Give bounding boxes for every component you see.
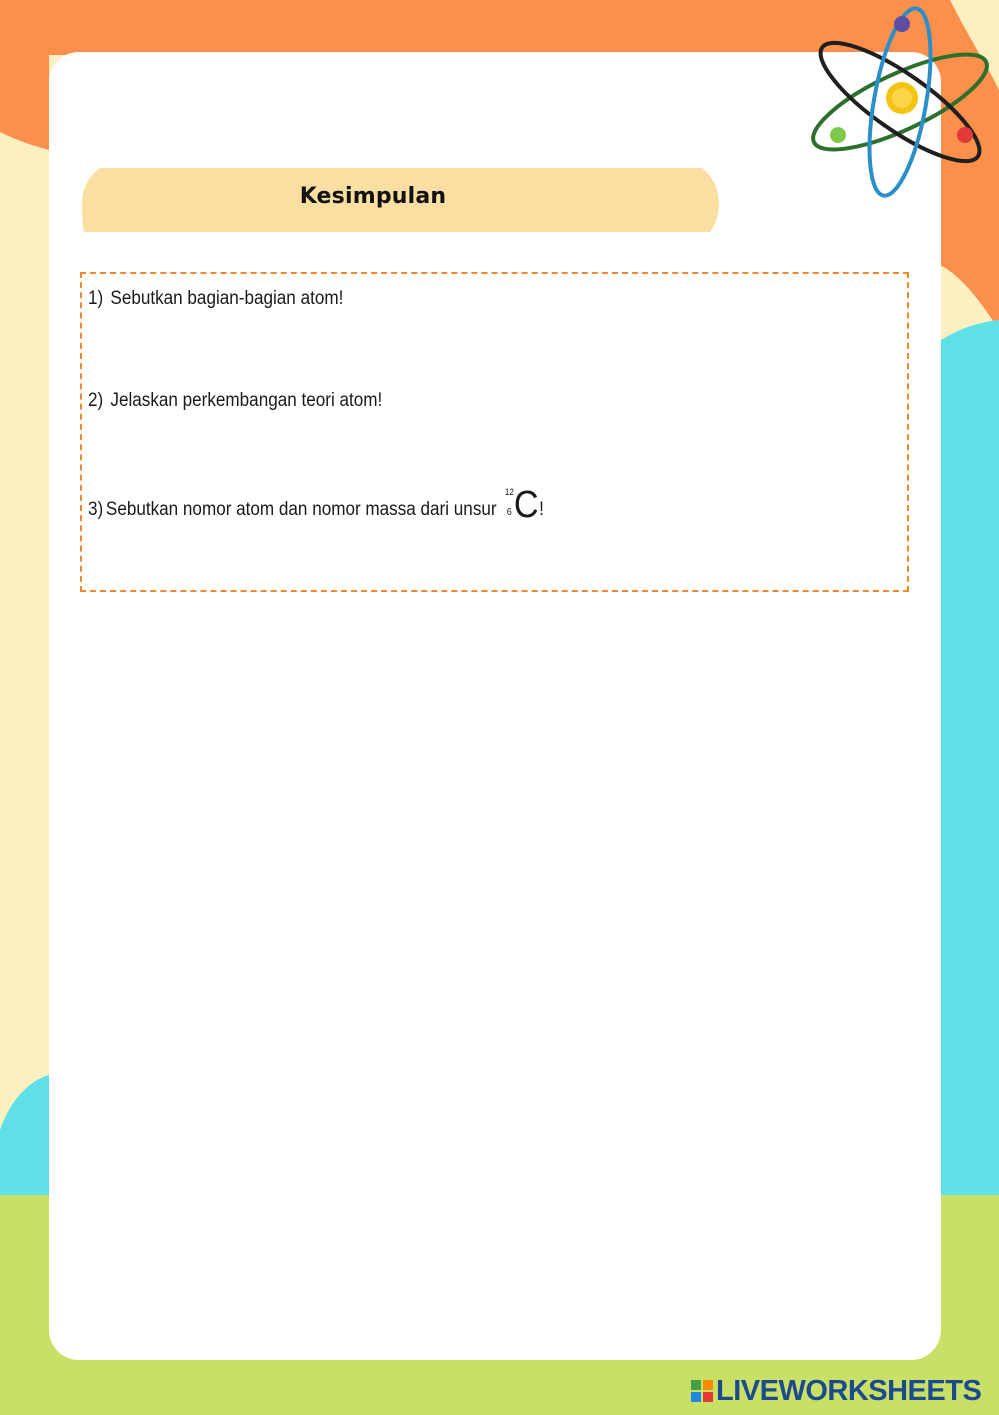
question-text: Jelaskan perkembangan teori atom! — [110, 390, 383, 411]
question-box — [80, 272, 909, 592]
question-3 — [88, 484, 544, 526]
question-number: 2) — [88, 390, 104, 411]
brand-name: LIVEWORKSHEETS — [716, 1374, 982, 1407]
logo-mark-icon — [690, 1379, 714, 1403]
title-banner — [82, 168, 719, 232]
carbon-nuclide-notation — [504, 484, 539, 526]
question-number: 1) — [88, 288, 104, 309]
page-title: Kesimpulan — [299, 184, 447, 209]
question-2 — [88, 390, 382, 412]
question-1 — [88, 288, 343, 310]
mass-number: 12 — [504, 487, 514, 497]
atom-icon — [800, 2, 999, 202]
element-symbol: C — [513, 484, 539, 526]
worksheet-page — [49, 52, 941, 1360]
question-text: Sebutkan bagian-bagian atom! — [110, 288, 344, 309]
question-number: 3) — [88, 499, 104, 520]
liveworksheets-logo — [690, 1374, 981, 1408]
question-suffix: ! — [539, 499, 544, 520]
question-text: Sebutkan nomor atom dan nomor massa dari unsur — [105, 499, 497, 520]
atomic-number: 6 — [506, 507, 512, 518]
